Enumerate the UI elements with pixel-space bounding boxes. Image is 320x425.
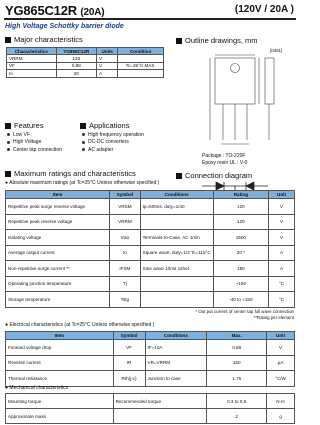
table-row: Isolating voltage Viso Terminals-to-Case, AC 1min 1500 V <box>6 230 295 246</box>
max-ratings-heading: Maximum ratings and characteristics <box>5 169 136 178</box>
table-row: Average output current Io Square wave, duty=1/2 Tc=115°C 20 * A <box>6 245 295 261</box>
electrical-note: ● Electrical characteristics (at Tc=25°C Unless otherwise specified ) <box>5 322 155 328</box>
bullet-icon: ● <box>5 322 10 328</box>
square-bullet-icon <box>5 123 11 129</box>
connection-diagram-heading: Connection diagram <box>176 171 252 180</box>
footnote-output-current: * Out put current of center tap full wave connection <box>195 309 294 314</box>
mechanical-note: ● Mechanical characteristics <box>5 385 69 391</box>
table-row: Io 20 A <box>7 70 164 78</box>
bullet-icon <box>7 148 10 151</box>
bullet-icon <box>82 148 85 151</box>
table-row: Reverse current IR VR=VRRM 150 μA <box>6 355 295 371</box>
device-subtitle: High Voltage Schottky barrier diode <box>5 23 124 30</box>
table-row: Operating junction temperature Tj +150 °C <box>6 276 295 292</box>
table-row: Repetitive peak surge reverse voltage VRSM tp=500ns, duty=1/40 120 V <box>6 199 295 215</box>
bullet-icon <box>7 133 10 136</box>
bullet-icon: ● <box>5 180 10 186</box>
table-row: Thermal resistance Rth(j-c) Junction to case 1.75 °C/W <box>6 371 295 387</box>
bullet-icon <box>82 141 85 144</box>
list-item: DC-DC converters <box>82 139 144 147</box>
voltage-current-rating: (120V / 20A ) <box>234 4 294 15</box>
table-row: VRRM 120 V <box>7 55 164 63</box>
rating-paren: (20A) <box>80 7 105 18</box>
page-reference: [0461] <box>270 48 283 53</box>
outline-drawing <box>185 54 290 149</box>
bullet-icon: ● <box>5 385 10 391</box>
list-item: AC adapter <box>82 146 144 154</box>
major-characteristics-table <box>6 47 164 78</box>
table-row: Forward voltage drop VF IF=10A 0.88 V <box>6 340 295 356</box>
header-rule <box>4 18 296 20</box>
square-bullet-icon <box>5 37 11 43</box>
table-row: Storage temperature Tstg -40 to +150 °C <box>6 292 295 308</box>
table-row: Non-repetitive surge current ** IFSM Sine wave 10ms 1shot 150 A <box>6 261 295 277</box>
applications-heading: Applications <box>80 121 129 130</box>
table-header-row: Item Symbol Conditions Max. Unit <box>6 332 295 340</box>
bullet-icon <box>7 141 10 144</box>
outline-drawings-heading: Outline drawings, mm <box>176 36 258 45</box>
footnote-rating-per-element: **Rating per element <box>253 315 294 320</box>
mechanical-table <box>5 393 295 424</box>
major-characteristics-heading: Major characteristics <box>5 35 83 44</box>
table-header-row: Characteristics YG865C12R Units Condition <box>7 48 164 55</box>
absolute-ratings-table <box>5 190 295 308</box>
features-heading: Features <box>5 121 44 130</box>
bullet-icon <box>82 133 85 136</box>
electrical-table <box>5 331 295 387</box>
table-header-row: Item Symbol Conditions Rating Unit <box>6 191 295 199</box>
square-bullet-icon <box>176 173 182 179</box>
table-row: VF 0.88 V Tc=25°C MAX. <box>7 62 164 70</box>
features-list <box>7 131 62 154</box>
epoxy-rating: Epoxy resin UL : V-0 <box>202 160 248 166</box>
square-bullet-icon <box>176 38 182 44</box>
absolute-ratings-note: ● Absolute maximum ratings (at Tc=25°C Unless otherwise specified ) <box>5 180 160 186</box>
list-item: Low VF <box>7 131 62 139</box>
square-bullet-icon <box>80 123 86 129</box>
table-row: Mounting torque Recommended torque 0.3 to 0.5 N·m <box>6 394 295 409</box>
list-item: High Voltage <box>7 139 62 147</box>
package-type: Package : TO-220F <box>202 153 246 159</box>
to220f-package-drawing <box>185 54 290 149</box>
table-row: Repetitive peak reverse voltage VRRM 120 V <box>6 214 295 230</box>
square-bullet-icon <box>5 171 11 177</box>
list-item: High frequency operation <box>82 131 144 139</box>
applications-list <box>82 131 144 154</box>
list-item: Center tap connection <box>7 146 62 154</box>
part-number-title: YG865C12R (20A) <box>5 3 105 18</box>
table-row: Approximate mass 2 g <box>6 409 295 424</box>
